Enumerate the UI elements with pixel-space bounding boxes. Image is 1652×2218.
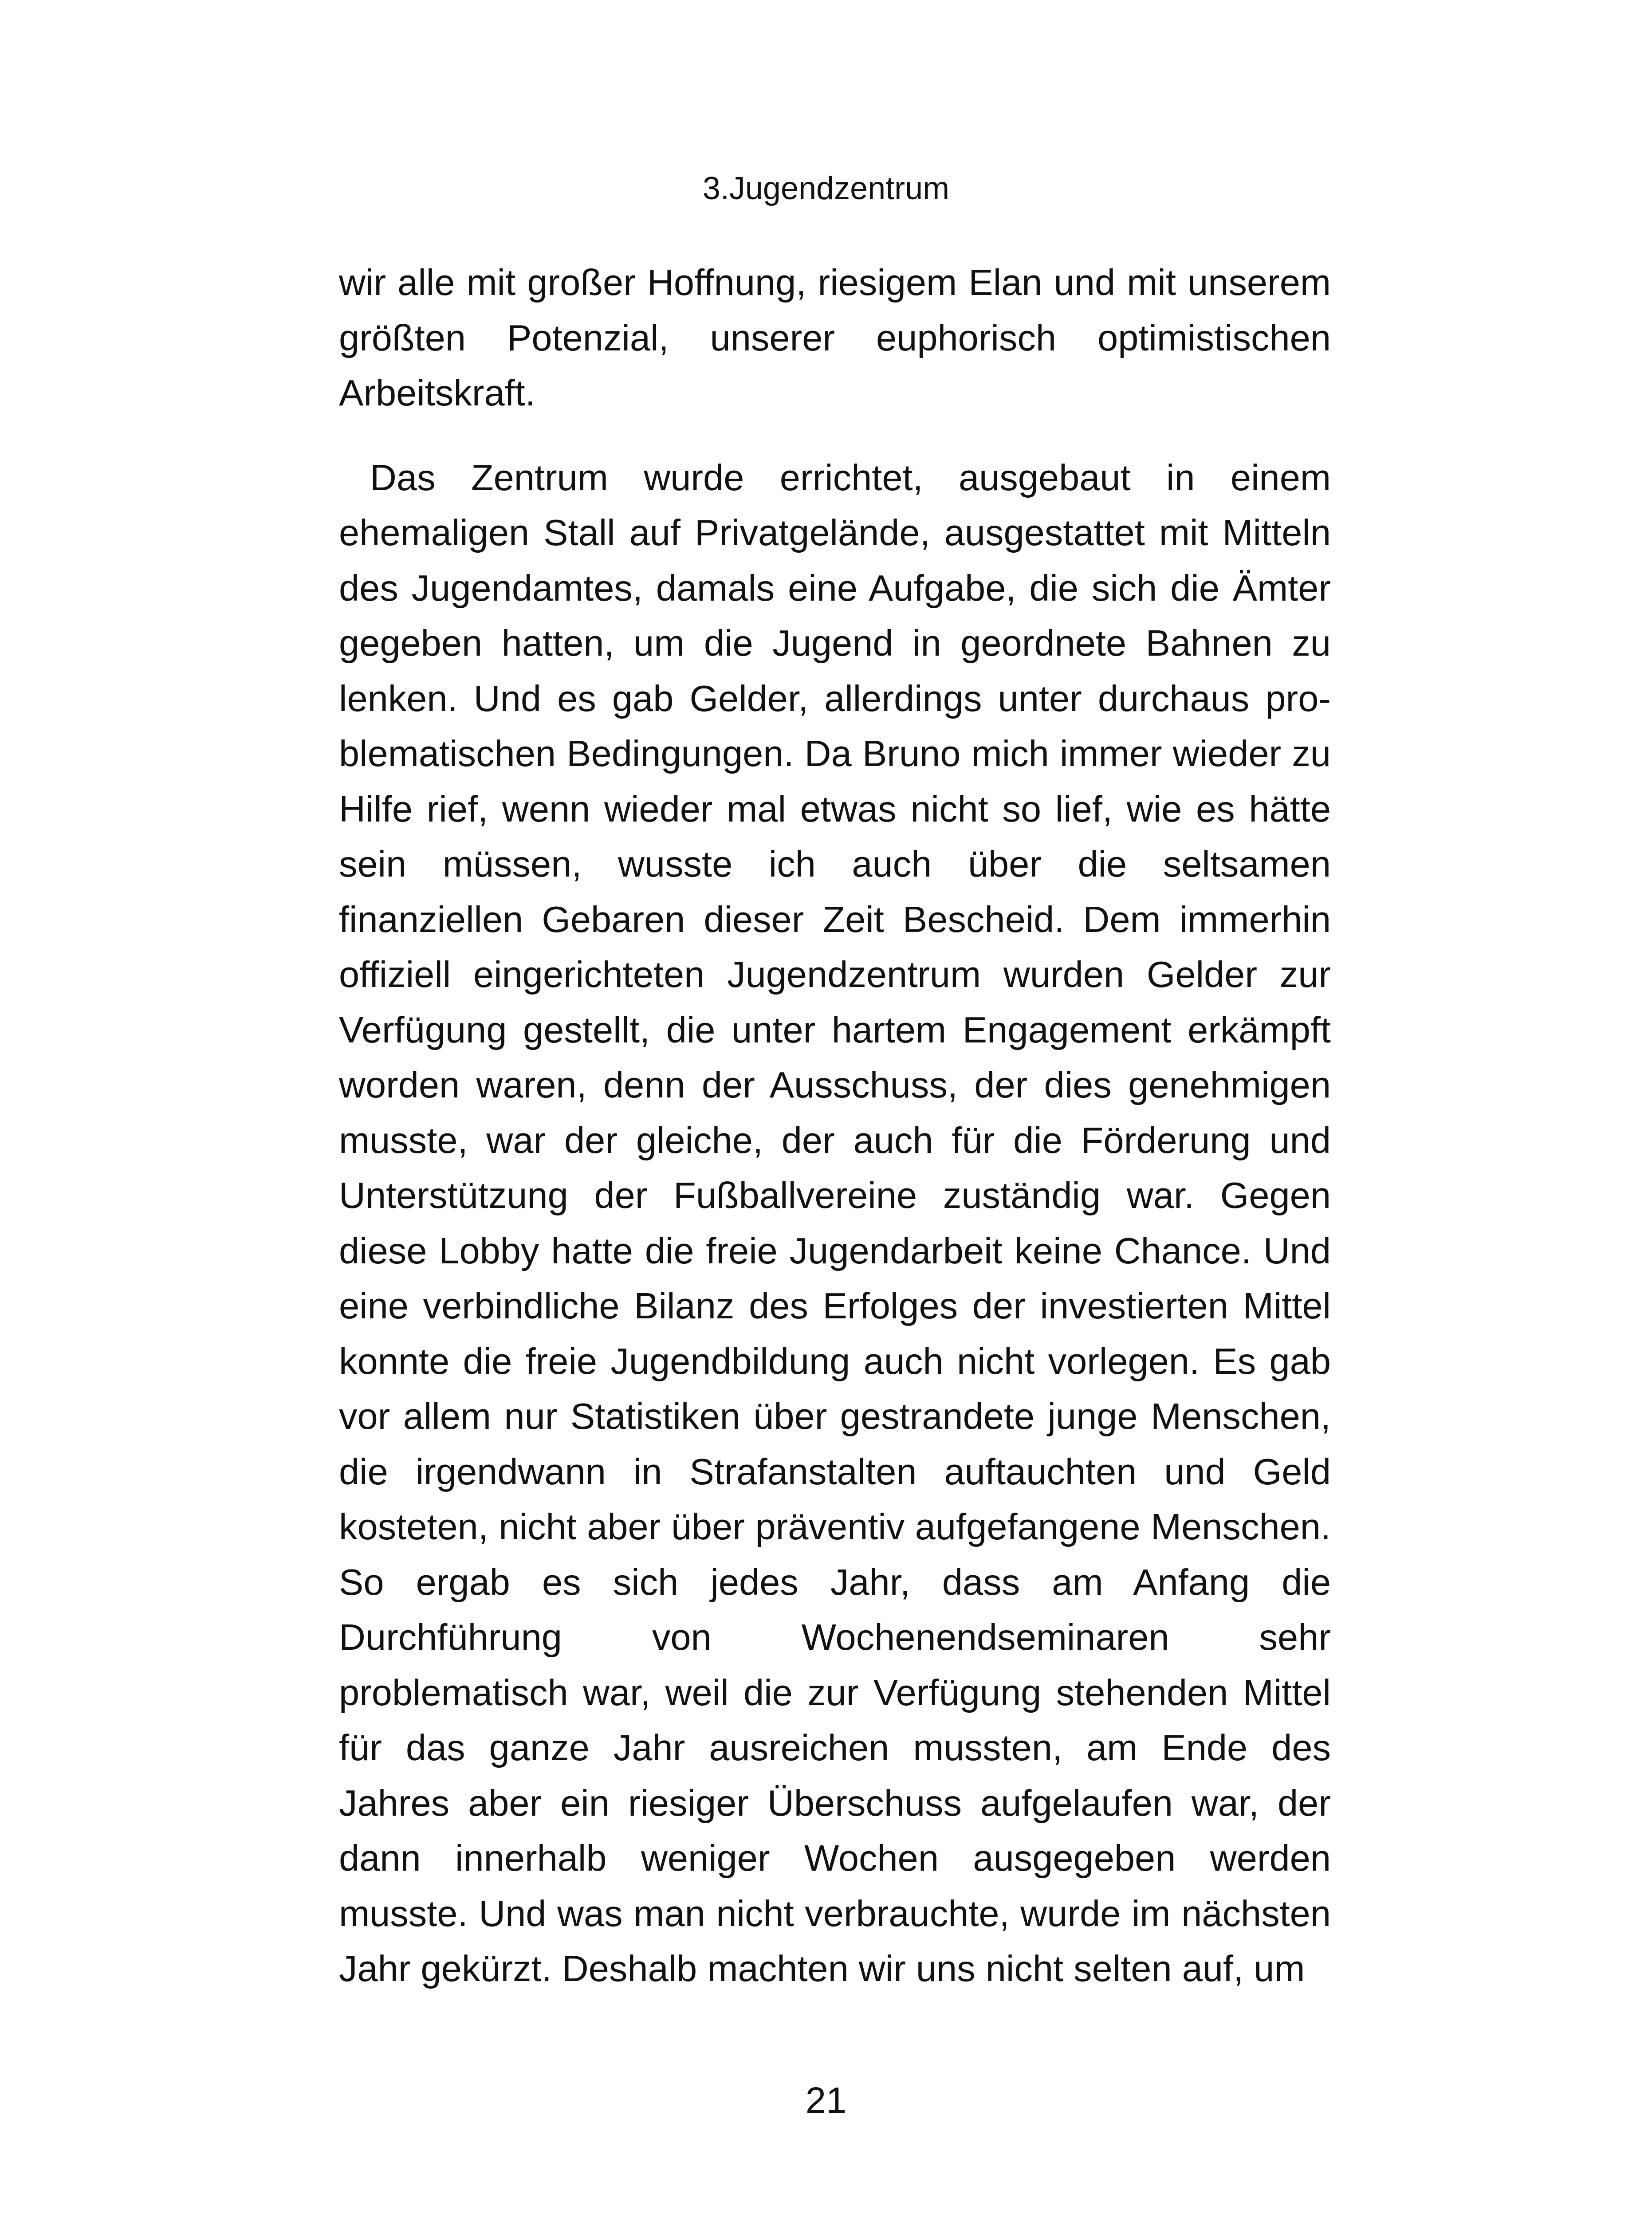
- paragraph-youth-center: Das Zentrum wurde errichtet, ausgebaut in einem ehemaligen Stall auf Privatgelände, ausgestattet mit Mitteln des Jugendamtes, damals eine Aufgabe, die sich die Ämter gegeben hatten, um die Jugend in geordnete Bahnen zu lenken. Und es gab Gelder, allerdings unter durchaus problematischen Bedingungen. Da Bruno mich immer wieder zu Hilfe rief, wenn wieder mal etwas nicht so lief, wie es hätte sein müssen, wusste ich auch über die seltsamen finanziellen Gebaren dieser Zeit Bescheid. Dem immerhin offiziell eingerichteten Jugendzentrum wurden Gelder zur Verfügung gestellt, die unter hartem Engagement erkämpft worden waren, denn der Ausschuss, der dies genehmigen musste, war der gleiche, der auch für die Förderung und Unterstützung der Fußballvereine zuständig war. Gegen diese Lobby hatte die freie Jugendarbeit keine Chance. Und eine verbindliche Bilanz des Erfolges der investierten Mittel konnte die freie Jugendbildung auch nicht vorlegen. Es gab vor allem nur Statistiken über gestrandete junge Menschen, die irgendwann in Strafanstalten auftauchten und Geld kosteten, nicht aber über präventiv aufgefangene Menschen. So ergab es sich jedes Jahr, dass am Anfang die Durchführung von Wochenendseminaren sehr problematisch war, weil die zur Verfügung stehenden Mittel für das ganze Jahr ausreichen mussten, am Ende des Jahres aber ein riesiger Überschuss aufgelaufen war, der dann innerhalb weniger Wochen ausgegeben werden musste. Und was man nicht verbrauchte, wurde im nächsten Jahr gekürzt. Deshalb machten wir uns nicht selten auf, um: [339, 456, 1331, 1989]
- body-text: [339, 255, 1331, 1997]
- running-head: 3.Jugendzentrum: [702, 171, 950, 206]
- page-number: 21: [805, 2080, 847, 2121]
- paragraph-continuation: wir alle mit großer Hoffnung, riesigem Elan und mit unserem größten Potenzial, unserer euphorisch optimistischen Arbeitskraft.: [339, 262, 1331, 413]
